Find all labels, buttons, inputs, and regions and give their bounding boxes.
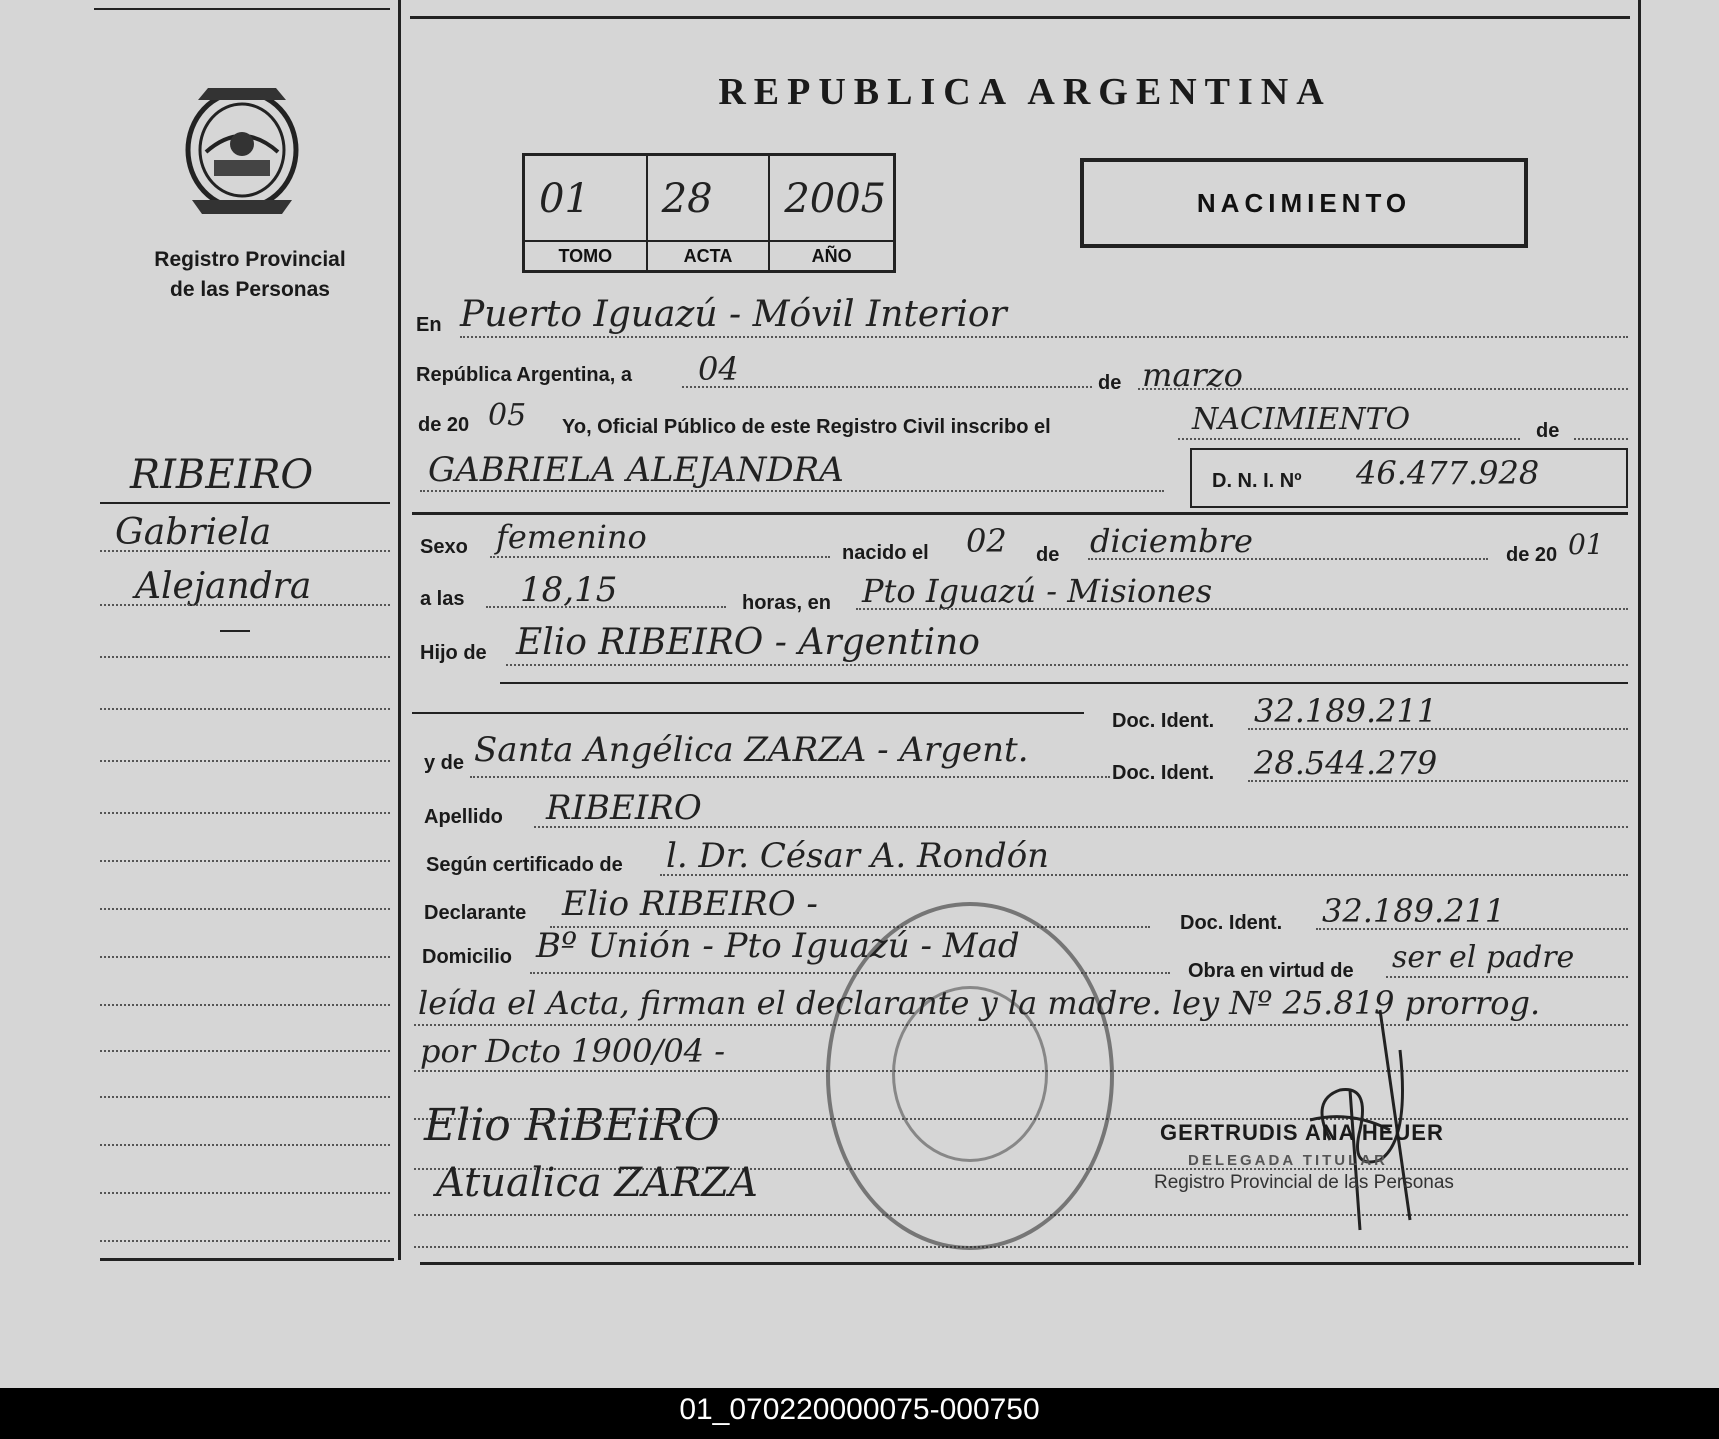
- certificado-value: l. Dr. César A. Rondón: [666, 836, 1050, 876]
- mother-value: Santa Angélica ZARZA - Argent.: [474, 730, 1029, 770]
- margin-dotted-line: [100, 1240, 390, 1242]
- year-prefix: de 20: [418, 414, 470, 436]
- notes-line-1: leída el Acta, firman el declarante y la madre. ley Nº 25.819 prorrog.: [418, 984, 1541, 1022]
- top-rule-right: [410, 16, 1630, 19]
- notes-line-2: por Dcto 1900/04 -: [420, 1032, 726, 1070]
- margin-dotted-line: [100, 656, 390, 658]
- obra-value: ser el padre: [1392, 940, 1575, 975]
- en-label: En: [416, 314, 442, 336]
- margin-first-name: Gabriela: [115, 512, 272, 553]
- right-frame: [1638, 0, 1641, 1265]
- sexo-label: Sexo: [420, 536, 468, 558]
- en-value: Puerto Iguazú - Móvil Interior: [460, 294, 1007, 335]
- horas-label: horas, en: [742, 592, 831, 614]
- declarante-value: Elio RIBEIRO -: [562, 884, 818, 924]
- place-line: [856, 608, 1628, 610]
- doc2-line: [1248, 780, 1628, 782]
- father-value: Elio RIBEIRO - Argentino: [516, 622, 980, 663]
- official-title: DELEGADA TITULAR: [1188, 1152, 1388, 1169]
- signature-mother: Atualica ZARZA: [436, 1160, 758, 1206]
- margin-dotted-line: [100, 956, 390, 958]
- en-line: [460, 336, 1628, 338]
- margin-dotted-line: [100, 604, 390, 606]
- record-number-table: [522, 153, 896, 273]
- event-value: NACIMIENTO: [1192, 402, 1411, 437]
- domicilio-label: Domicilio: [422, 946, 513, 968]
- margin-dotted-line: [100, 1192, 390, 1194]
- margin-bottom-rule: [100, 1258, 394, 1261]
- country-title: REPUBLICA ARGENTINA: [718, 71, 1332, 113]
- doc1-lead-line: [412, 712, 1084, 714]
- ano-value: 2005: [784, 176, 887, 222]
- year-suffix: 05: [488, 398, 527, 433]
- mother-doc: 28.544.279: [1254, 744, 1438, 782]
- stamp-inner-ring: [892, 986, 1048, 1162]
- republica-label: República Argentina, a: [416, 364, 632, 386]
- registry-name-line2: de las Personas: [170, 278, 330, 301]
- margin-dotted-line: [100, 812, 390, 814]
- event-line-end: [1574, 438, 1628, 440]
- doc3-line: [1316, 928, 1628, 930]
- birth-month-line: [1088, 558, 1488, 560]
- birth-year-suffix: 01: [1568, 528, 1604, 561]
- official-stamp: [826, 902, 1114, 1250]
- person-name: GABRIELA ALEJANDRA: [428, 450, 844, 490]
- margin-dotted-line: [100, 1004, 390, 1006]
- margin-dotted-line: [100, 760, 390, 762]
- birth-day: 02: [966, 522, 1007, 560]
- event-de-label: de: [1536, 420, 1560, 442]
- doc-label-2: Doc. Ident.: [1112, 762, 1215, 784]
- margin-rule: [100, 502, 390, 504]
- nacido-label: nacido el: [842, 542, 929, 564]
- birth-year-prefix: de 20: [1506, 544, 1558, 566]
- provincial-seal-icon: [178, 82, 306, 222]
- a-las-label: a las: [420, 588, 465, 610]
- dni-label: D. N. I. Nº: [1212, 470, 1302, 492]
- ano-cell: [770, 156, 893, 270]
- margin-dotted-line: [100, 708, 390, 710]
- dni-value: 46.477.928: [1356, 454, 1540, 492]
- certificado-line: [660, 874, 1628, 876]
- margin-dotted-line: [100, 908, 390, 910]
- dni-box: [1190, 448, 1628, 508]
- day-value: 04: [698, 350, 739, 388]
- month-line: [1138, 388, 1628, 390]
- official-name: GERTRUDIS ANA HEUER: [1160, 1120, 1444, 1145]
- tomo-label: TOMO: [525, 240, 646, 270]
- obra-label: Obra en virtud de: [1188, 960, 1354, 982]
- birth-month: diciembre: [1090, 522, 1253, 560]
- doc-label-1: Doc. Ident.: [1112, 710, 1215, 732]
- domicilio-value: Bº Unión - Pto Iguazú - Mad: [536, 926, 1020, 966]
- father-doc: 32.189.211: [1254, 692, 1438, 730]
- month-value: marzo: [1142, 356, 1243, 394]
- tomo-cell: [525, 156, 648, 270]
- margin-dotted-line: [100, 550, 390, 552]
- hijo-label: Hijo de: [420, 642, 487, 664]
- document-code: 01_070220000075-000750: [679, 1393, 1040, 1426]
- margin-middle-name: Alejandra: [135, 566, 312, 607]
- margin-dotted-line: [100, 860, 390, 862]
- margin-dotted-line: [100, 1050, 390, 1052]
- notes-line-rule-6: [414, 1246, 1628, 1248]
- tomo-value: 01: [539, 176, 590, 222]
- event-line: [1178, 438, 1520, 440]
- registry-name-line1: Registro Provincial: [154, 248, 346, 271]
- apellido-line: [534, 826, 1628, 828]
- margin-dotted-line: [100, 1144, 390, 1146]
- signature-declarant: Elio RiBEiRO: [424, 1100, 720, 1151]
- certificado-label: Según certificado de: [426, 854, 623, 876]
- doc-label-3: Doc. Ident.: [1180, 912, 1283, 934]
- place-value: Pto Iguazú - Misiones: [862, 572, 1213, 610]
- margin-dotted-line: [100, 1096, 390, 1098]
- ano-label: AÑO: [770, 240, 893, 270]
- name-line: [420, 490, 1164, 492]
- y-de-label: y de: [424, 752, 465, 774]
- top-rule-left: [94, 8, 390, 10]
- apellido-label: Apellido: [424, 806, 503, 828]
- hour-value: 18,15: [520, 570, 618, 610]
- official-office: Registro Provincial de las Personas: [1154, 1172, 1454, 1193]
- acta-label: ACTA: [648, 240, 769, 270]
- sexo-line: [490, 556, 830, 558]
- day-line: [682, 386, 1092, 388]
- margin-dash: [220, 630, 250, 632]
- father-rule: [500, 682, 1628, 684]
- statement-text: Yo, Oficial Público de este Registro Civil inscribo el: [562, 416, 1051, 438]
- declarante-label: Declarante: [424, 902, 527, 924]
- margin-surname: RIBEIRO: [130, 452, 314, 498]
- sexo-value: femenino: [496, 518, 647, 556]
- bottom-rule: [420, 1262, 1634, 1265]
- acta-value: 28: [661, 176, 713, 222]
- mother-line: [470, 776, 1110, 778]
- doc1-line: [1248, 728, 1628, 730]
- declarante-doc: 32.189.211: [1322, 892, 1506, 930]
- record-type-box: NACIMIENTO: [1080, 158, 1528, 248]
- month-de-label: de: [1098, 372, 1122, 394]
- hour-line: [486, 606, 726, 608]
- name-section-rule: [412, 512, 1628, 515]
- margin-divider: [398, 0, 401, 1260]
- apellido-value: RIBEIRO: [546, 788, 702, 828]
- father-line: [506, 664, 1628, 666]
- acta-cell: [648, 156, 771, 270]
- obra-line: [1386, 976, 1628, 978]
- birth-de-label: de: [1036, 544, 1060, 566]
